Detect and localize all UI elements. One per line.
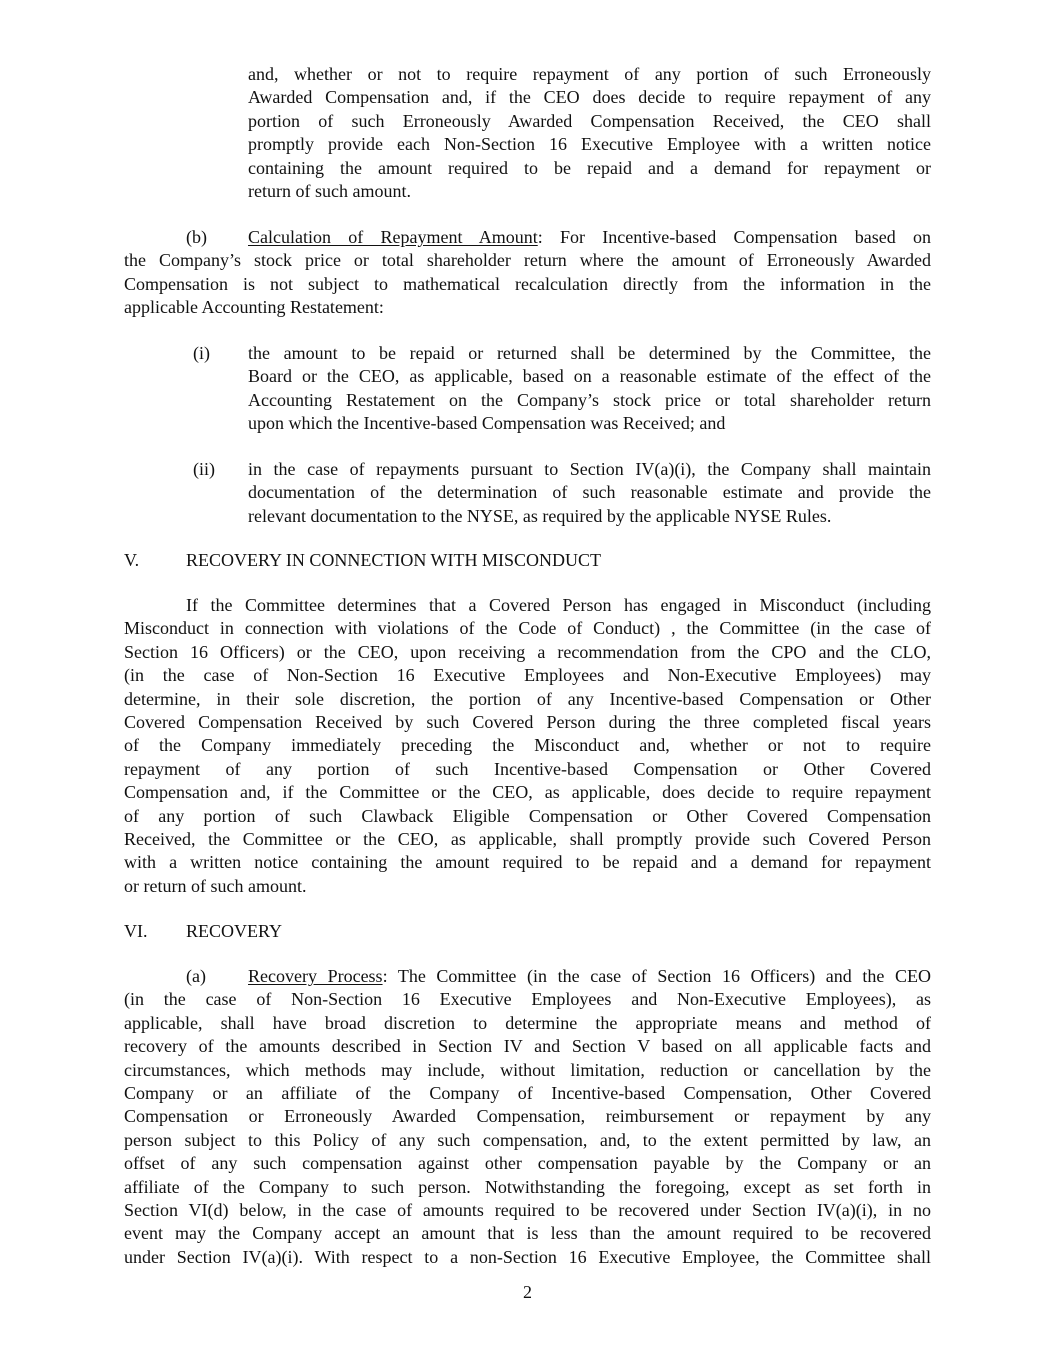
section-b-first-line-text: : For Incentive-based Compensation based on	[537, 227, 931, 247]
text-line: Board or the CEO, as applicable, based on a reasonable estimate of the effect of the	[248, 366, 931, 387]
text-line: documentation of the determination of such reasonable estimate and provide the	[248, 482, 931, 503]
section-v-number: V.	[124, 550, 140, 570]
text-line: the amount to be repaid or returned shall be determined by the Committee, the	[248, 343, 931, 363]
text-line: applicable, shall have broad discretion to determine the appropriate means and method of	[124, 1012, 931, 1033]
section-vi-number: VI.	[124, 921, 148, 941]
section-b-label: (b)	[186, 227, 207, 247]
item-ii-text	[248, 458, 931, 528]
text-line: of the Company immediately preceding the Misconduct and, whether or not to require	[124, 735, 931, 756]
text-line: and, whether or not to require repayment of any portion of such Erroneously	[248, 64, 931, 84]
text-line: Section 16 Officers) or the CEO, upon receiving a recommendation from the CPO and the CLO,	[124, 641, 931, 662]
section-vi-a-body	[124, 988, 931, 1269]
text-line	[248, 226, 931, 249]
section-v-body	[124, 617, 931, 898]
text-line: in the case of repayments pursuant to Section IV(a)(i), the Company shall maintain	[248, 459, 931, 479]
text-line: Compensation is not subject to mathematical recalculation directly from the information in the	[124, 273, 931, 294]
page-number: 2	[523, 1282, 532, 1302]
text-line: applicable Accounting Restatement:	[124, 297, 384, 318]
item-i-text	[248, 342, 931, 436]
intro-paragraph	[248, 63, 931, 203]
text-line: Accounting Restatement on the Company’s stock price or total shareholder return	[248, 389, 931, 410]
text-line: of any portion of such Clawback Eligible Compensation or Other Covered Compensation	[124, 805, 931, 826]
section-v-first-line	[186, 594, 931, 617]
text-line: (in the case of Non-Section 16 Executive Employees and Non-Executive Employees) may	[124, 665, 931, 686]
section-b-first-line	[248, 226, 931, 249]
text-line: Compensation and, if the Committee or the CEO, as applicable, does decide to require repayment	[124, 782, 931, 803]
text-line: containing the amount required to be repaid and a demand for repayment or	[248, 157, 931, 178]
text-line: event may the Company accept an amount that is less than the amount required to be recovered	[124, 1223, 931, 1244]
section-vi-a-first-line	[248, 965, 931, 988]
text-line: return of such amount.	[248, 180, 411, 201]
section-vi-a-heading: Recovery Process	[248, 966, 383, 986]
text-line: Received, the Committee or the CEO, as applicable, shall promptly provide such Covered Person	[124, 828, 931, 849]
text-line: portion of such Erroneously Awarded Compensation Received, the CEO shall	[248, 110, 931, 131]
text-line: If the Committee determines that a Covered Person has engaged in Misconduct (including	[186, 595, 931, 615]
text-line: affiliate of the Company to such person. Notwithstanding the foregoing, except as set forth in	[124, 1176, 931, 1197]
text-line: Compensation or Erroneously Awarded Compensation, reimbursement or repayment by any	[124, 1106, 931, 1127]
section-vi-a-label: (a)	[186, 966, 206, 986]
text-line: Covered Compensation Received by such Covered Person during the three completed fiscal years	[124, 711, 931, 732]
section-vi-a-first-line-text: : The Committee (in the case of Section 16 Officers) and the CEO	[382, 966, 931, 986]
text-line	[248, 965, 931, 988]
text-line: repayment of any portion of such Incentive-based Compensation or Other Covered	[124, 758, 931, 779]
text-line: offset of any such compensation against other compensation payable by the Company or an	[124, 1153, 931, 1174]
text-line: relevant documentation to the NYSE, as required by the applicable NYSE Rules.	[248, 505, 832, 526]
section-vi-title: RECOVERY	[186, 921, 283, 941]
text-line: upon which the Incentive-based Compensation was Received; and	[248, 413, 726, 434]
item-ii-label: (ii)	[193, 459, 215, 479]
text-line: (in the case of Non-Section 16 Executive Employees and Non-Executive Employees), as	[124, 989, 931, 1010]
text-line: with a written notice containing the amount required to be repaid and a demand for repayment	[124, 852, 931, 873]
text-line: the Company’s stock price or total shareholder return where the amount of Erroneously Awarded	[124, 250, 931, 271]
text-line: Misconduct in connection with violations of the Code of Conduct) , the Committee (in the case of	[124, 618, 931, 639]
section-v-title: RECOVERY IN CONNECTION WITH MISCONDUCT	[186, 550, 601, 570]
text-line: or return of such amount.	[124, 875, 307, 896]
text-line: promptly provide each Non-Section 16 Executive Employee with a written notice	[248, 134, 931, 155]
text-line: Company or an affiliate of the Company of Incentive-based Compensation, Other Covered	[124, 1082, 931, 1103]
text-line: Awarded Compensation and, if the CEO does decide to require repayment of any	[248, 87, 931, 108]
text-line: circumstances, which methods may include, without limitation, reduction or cancellation by the	[124, 1059, 931, 1080]
text-line: recovery of the amounts described in Section IV and Section V based on all applicable facts and	[124, 1036, 931, 1057]
text-line: Section VI(d) below, in the case of amounts required to be recovered under Section IV(a)(i), in no	[124, 1199, 931, 1220]
text-line: determine, in their sole discretion, the portion of any Incentive-based Compensation or Other	[124, 688, 931, 709]
section-b-heading: Calculation of Repayment Amount	[248, 227, 538, 247]
text-line: under Section IV(a)(i). With respect to a non-Section 16 Executive Employee, the Committee shall	[124, 1246, 931, 1267]
text-line: person subject to this Policy of any such compensation, and, to the extent permitted by law, an	[124, 1129, 931, 1150]
item-i-label: (i)	[193, 343, 210, 363]
section-b-body	[124, 249, 931, 319]
